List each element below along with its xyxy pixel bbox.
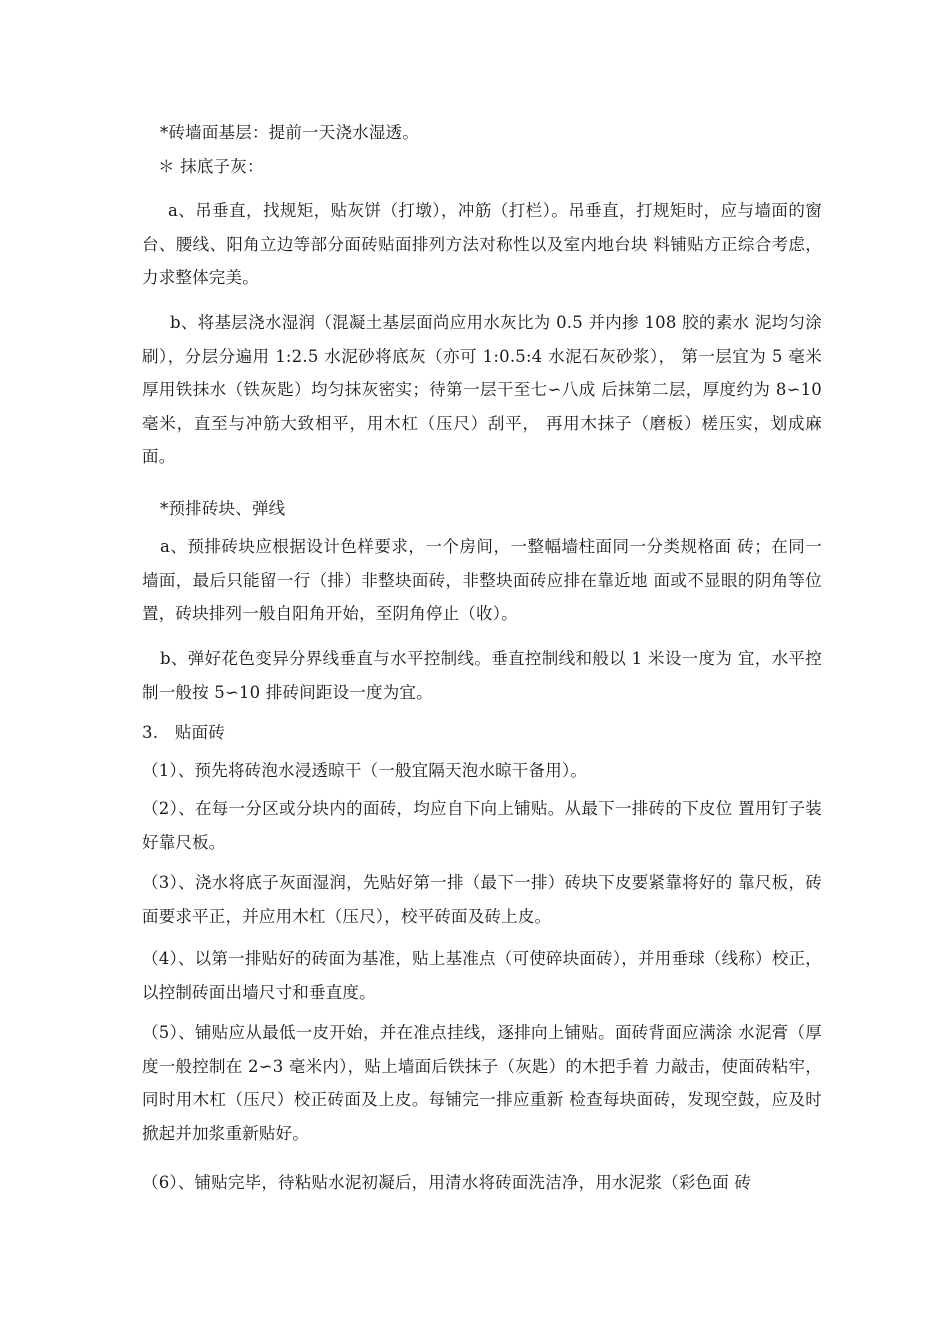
paragraph-base-coat-b: b、将基层浇水湿润（混凝土基层面尚应用水灰比为 0.5 并内掺 108 胶的素水 泥均匀涂刷），分层分遍用 1:2.5 水泥砂将底灰（亦可 1:0.5:4 水泥石灰砂浆）， 第一层宜为 5 毫米厚用铁抹水（铁灰匙）均匀抹灰密实；待第一层干至七∽八成 后抹第二层，厚度约为 8∽10 毫米，直至与冲筋大致相平，用木杠（压尺）刮平， 再用木抹子（磨板）槎压实，划成麻面。 <box>142 313 822 467</box>
step-4: （4）、以第一排贴好的砖面为基准，贴上基准点（可使碎块面砖），并用垂球（线称）校正，以控制砖面出墙尺寸和垂直度。 <box>142 949 822 1002</box>
paragraph-layout-a: a、预排砖块应根据设计色样要求，一个房间，一整幅墙柱面同一分类规格面 砖；在同一墙面，最后只能留一行（排）非整块面砖，非整块面砖应排在靠近地 面或不显眼的阴角等位置，砖块排列一般自阳角开始，至阴角停止（收）。 <box>142 537 822 624</box>
step-6: （6）、铺贴完毕，待粘贴水泥初凝后，用清水将砖面洗洁净，用水泥浆（彩色面 砖 <box>142 1173 752 1192</box>
paragraph-base-coat-heading: ＊ 抹底子灰： <box>158 157 264 176</box>
paragraph-brick-base: *砖墙面基层：提前一天浇水湿透。 <box>160 123 419 142</box>
section-heading-tiling: 3. 贴面砖 <box>142 723 225 742</box>
paragraph-base-coat-a: a、吊垂直，找规矩，贴灰饼（打墩），冲筋（打栏）。吊垂直，打规矩时，应与墙面的窗台、腰线、阳角立边等部分面砖贴面排列方法对称性以及室内地台块 料铺贴方正综合考虑，力求整体完美。 <box>142 201 822 288</box>
paragraph-layout-heading: *预排砖块、弹线 <box>160 499 286 518</box>
step-2: （2）、在每一分区或分块内的面砖，均应自下向上铺贴。从最下一排砖的下皮位 置用钉子装好靠尺板。 <box>142 799 822 852</box>
step-3: （3）、浇水将底子灰面湿润，先贴好第一排（最下一排）砖块下皮要紧靠将好的 靠尺板，砖面要求平正，并应用木杠（压尺），校平砖面及砖上皮。 <box>142 873 822 926</box>
paragraph-layout-b: b、弹好花色变异分界线垂直与水平控制线。垂直控制线和般以 1 米设一度为 宜，水平控制一般按 5∽10 排砖间距设一度为宜。 <box>142 649 822 702</box>
step-1: （1）、预先将砖泡水浸透晾干（一般宜隔天泡水晾干备用）。 <box>142 761 588 780</box>
step-5: （5）、铺贴应从最低一皮开始，并在准点挂线，逐排向上铺贴。面砖背面应满涂 水泥膏（厚度一般控制在 2∽3 毫米内），贴上墙面后铁抹子（灰匙）的木把手着 力敲击，使面砖粘牢，同时用木杠（压尺）校正砖面及上皮。每铺完一排应重新 检查每块面砖，发现空鼓，应及时掀起并加浆重新贴好。 <box>142 1023 822 1143</box>
